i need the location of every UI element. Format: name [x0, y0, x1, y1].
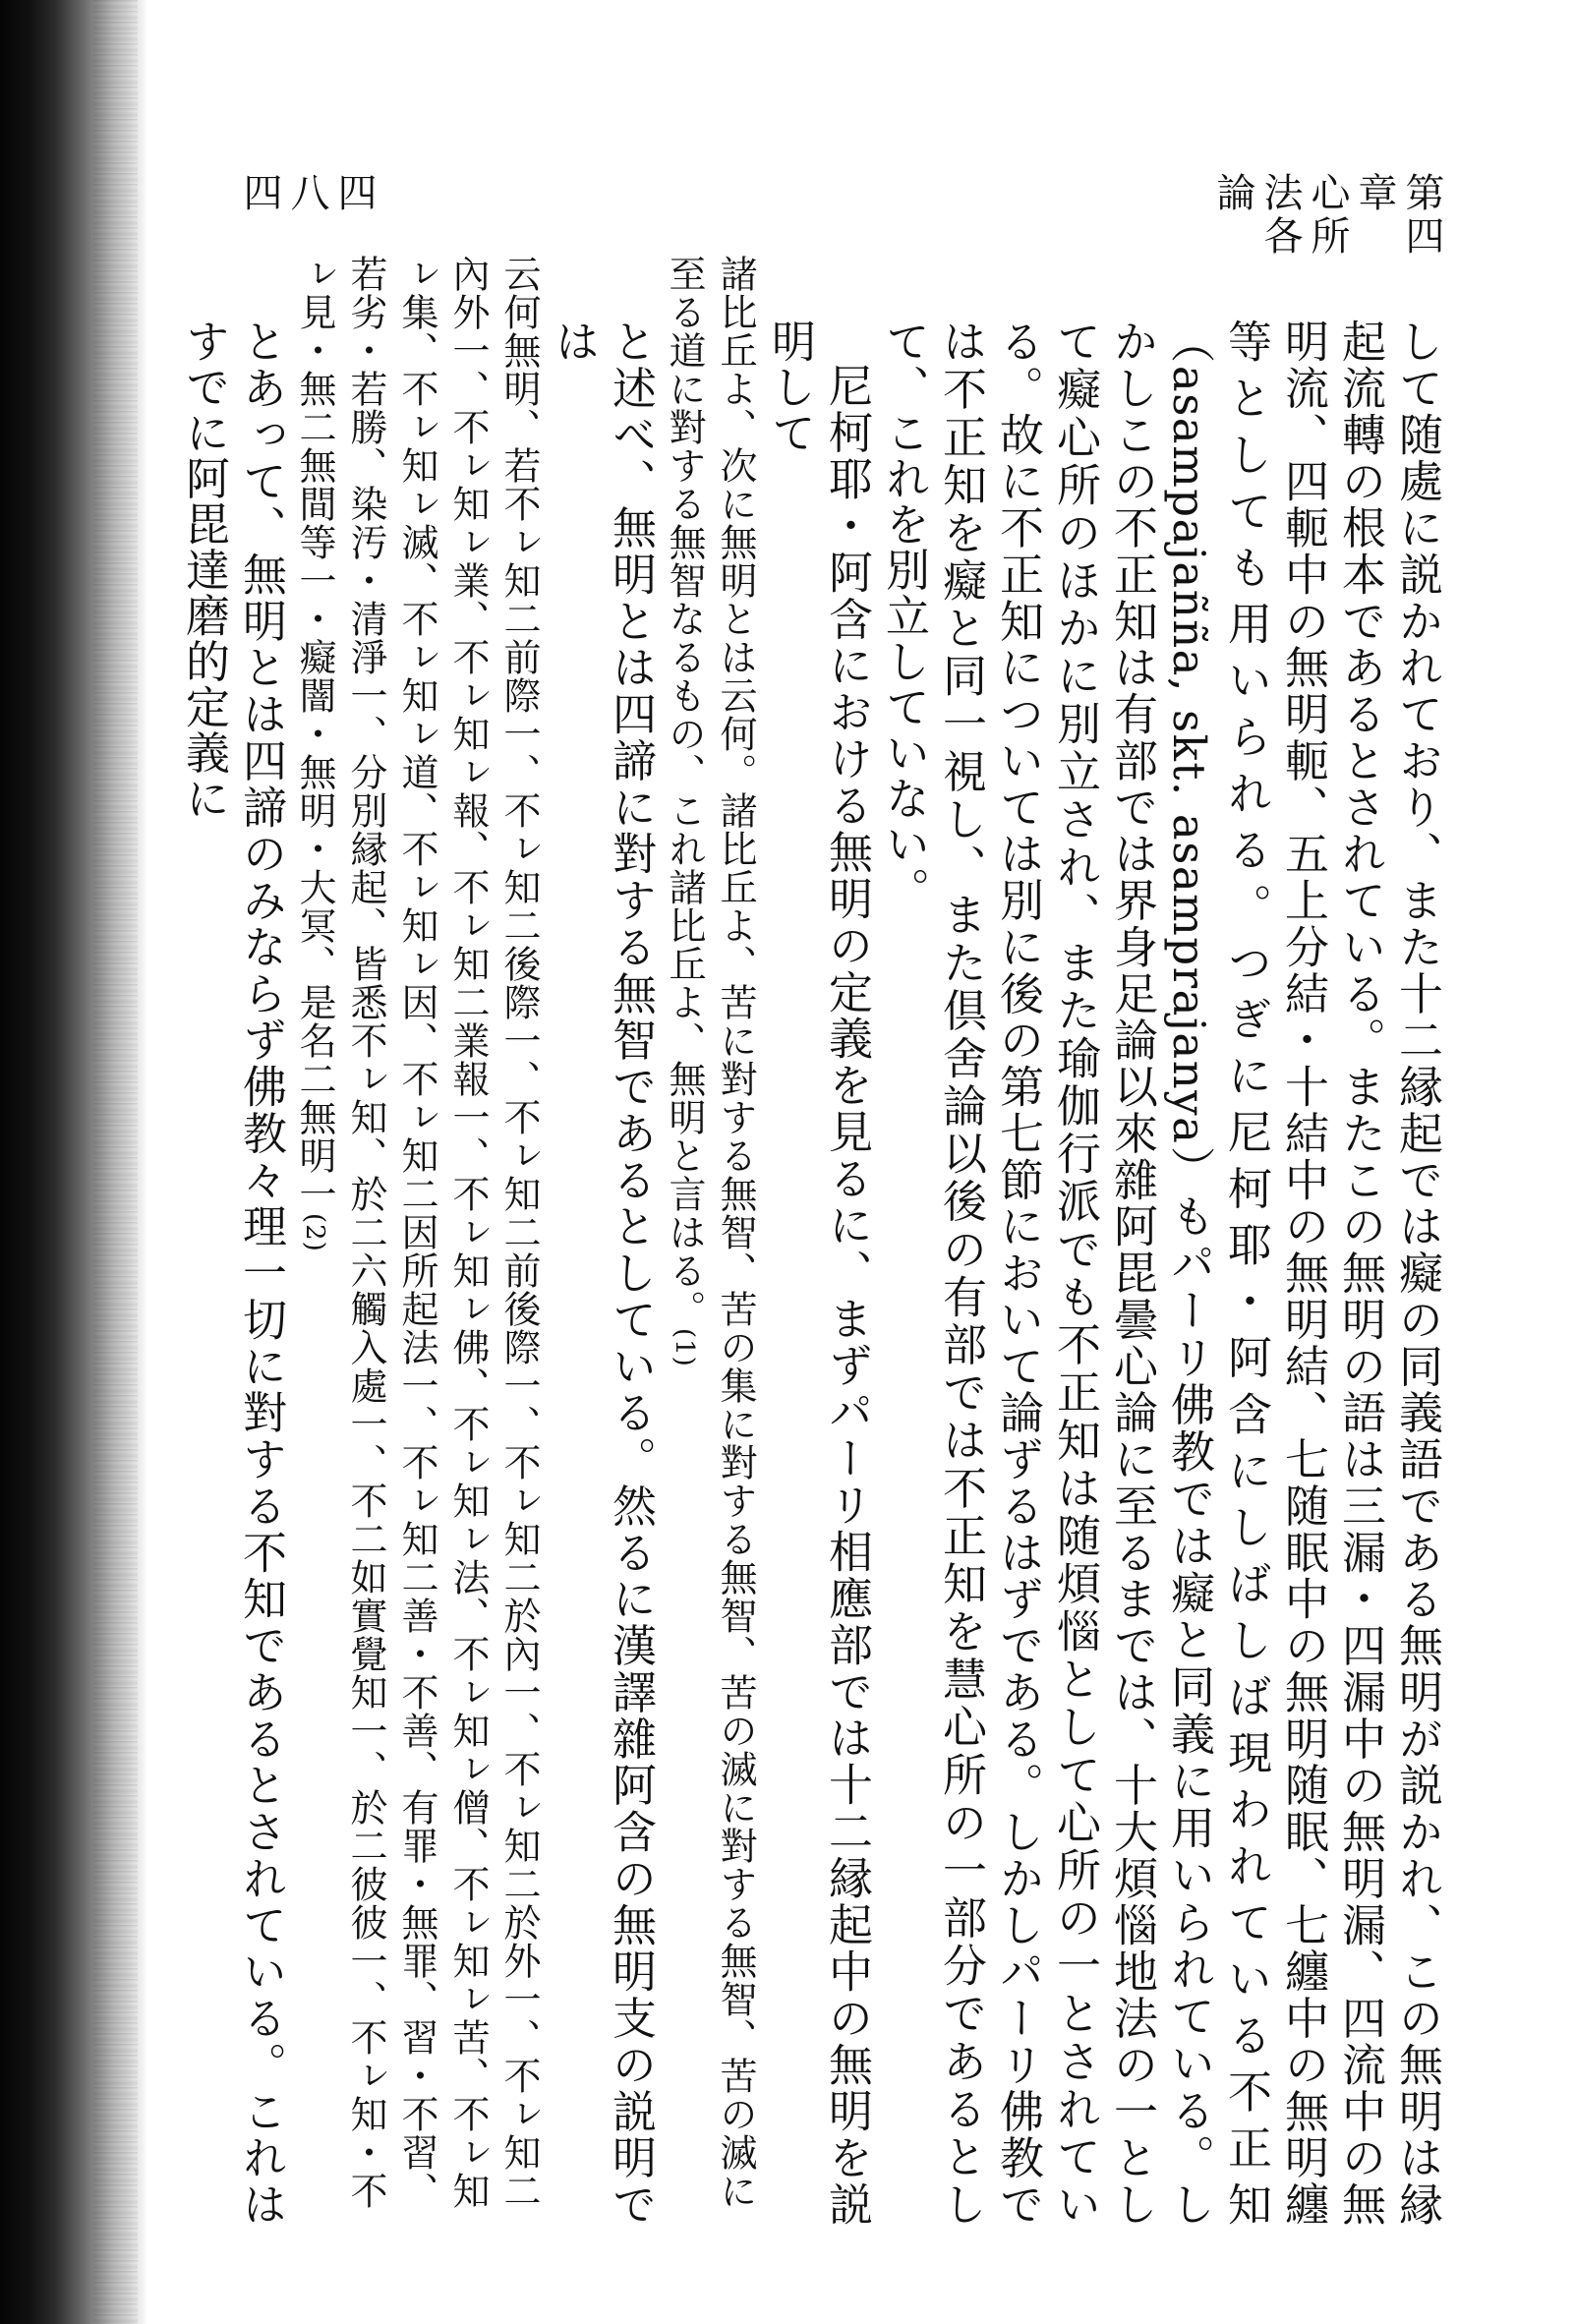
- running-title: 第四章 心所法各論: [1210, 172, 1444, 259]
- paragraph-4: とあって、無明とは四諦のみならず佛教々理一切に對する不知であるとされている。これはすでに阿毘達磨的定義に: [178, 318, 287, 2227]
- vertical-body-text: [178, 172, 1445, 2227]
- scan-noise: [93, 0, 138, 2324]
- book-page: [178, 172, 1445, 2227]
- quote-agama-text: 云何無明、若不ㇾ知二前際一、不ㇾ知二後際一、不ㇾ知二前後際一、不ㇾ知二於內一、不ㇾ知二於外一、不ㇾ知二內外一、不ㇾ知ㇾ業、不ㇾ知ㇾ報、不ㇾ知二業報一、不ㇾ知ㇾ佛、不ㇾ知ㇾ法、不ㇾ知ㇾ僧、不ㇾ知ㇾ苦、不ㇾ知ㇾ集、不ㇾ知ㇾ滅、不ㇾ知ㇾ道、不ㇾ知ㇾ因、不ㇾ知二因所起法一、不ㇾ知二善・不善、有罪・無罪、習・不習、若劣・若勝、染汚・清淨一、分別縁起、皆悉不ㇾ知、於二六觸入處一、不二如實覺知一、於二彼彼一、不ㇾ知・不ㇾ見・無二無間等一・癡闇・無明・大冥、是名二無明一: [293, 254, 541, 2210]
- quote-samyutta: [659, 172, 761, 2227]
- paragraph-3: と述べ、無明とは四諦に對する無智であるとしている。然るに漢譯雜阿含の無明支の説明では: [548, 318, 657, 2227]
- page-number: 四八四: [237, 172, 377, 214]
- paragraph-1: して随處に説かれており、また十二縁起では癡の同義語である無明が説かれ、この無明は縁起流轉の根本であるとされている。またこの無明の語は三漏・四漏中の無明漏、四流中の無明流、四軛中の無明軛、五上分結・十結中の無明結、七随眠中の無明随眠、七纏中の無明纏等としても用いられる。つぎに尼柯耶・阿含にしばしば現われている不正知（asampajañña, skt. asamprajanya）もパーリ佛教では癡と同義に用いられている。しかしこの不正知は有部では界身足論以來雜阿毘曇心論に至るまでは、十大煩惱地法の一として癡心所のほかに別立され、また瑜伽行派でも不正知は随煩惱として心所の一とされている。故に不正知については別に後の第七節において論ずるはずである。しかしパーリ佛教では不正知を癡と同一視し、また倶舍論以後の有部では不正知を慧心所の一部分であるとして、これを別立していない。: [878, 318, 1443, 2227]
- note-ref-1: (1): [670, 1327, 699, 1367]
- paragraph-2: 尼柯耶・阿含における無明の定義を見るに、まずパーリ相應部では十二縁起中の無明を説明して: [764, 318, 873, 2227]
- note-ref-2: (2): [300, 1212, 329, 1252]
- quote-samyukta-agama: [289, 172, 545, 2227]
- quote-samyutta-text: 諸比丘よ、次に無明とは云何。諸比丘よ、苦に對する無智、苦の集に對する無智、苦の滅に對する無智、苦の滅に至る道に對する無智なるもの、これ諸比丘よ、無明と言はる。: [663, 254, 757, 2210]
